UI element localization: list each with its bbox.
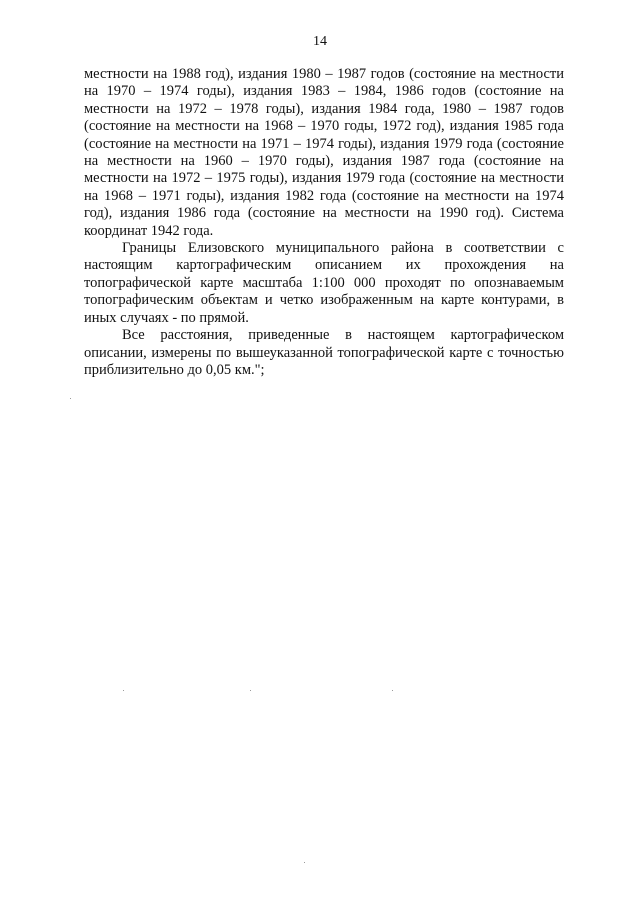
scan-artifact [123,690,124,691]
paragraph-map-editions: местности на 1988 год), издания 1980 – 1987 годов (состояние на местности на 1970 – 1974 годы), издания 1983 – 1984, 1986 годов (состояние на местности на 1972 – 1978 годы), издания 1984 года, 1980 – 1987 годов (состояние на местности на 1968 – 1970 годы, 1972 год), издания 1985 года (состояние на местности на 1971 – 1974 годы), издания 1979 года (состояние на местности на 1960 – 1970 годы), издания 1987 года (состояние на местности на 1972 – 1975 годы), издания 1979 года (состояние на местности на 1968 – 1971 годы), издания 1982 года (состояние на местности на 1974 год), издания 1986 года (состояние на местности на 1990 год). Система координат 1942 года. [84,66,564,239]
paragraph-distances: Все расстояния, приведенные в настоящем картографическом описании, измерены по вышеуказанной топографической карте с точностью приблизительно до 0,05 км."; [84,327,564,378]
scan-artifact [304,862,305,863]
scan-artifact [392,690,393,691]
scan-artifact [70,398,71,399]
document-body [84,66,564,379]
page-number: 14 [313,34,327,49]
scan-artifact [250,690,251,691]
paragraph-district-boundaries: Границы Елизовского муниципального района в соответствии с настоящим картографическим описанием их прохождения на топографической карте масштаба 1:100 000 проходят по опознаваемым топографическим объектам и четко изображенным на карте контурами, в иных случаях - по прямой. [84,240,564,326]
